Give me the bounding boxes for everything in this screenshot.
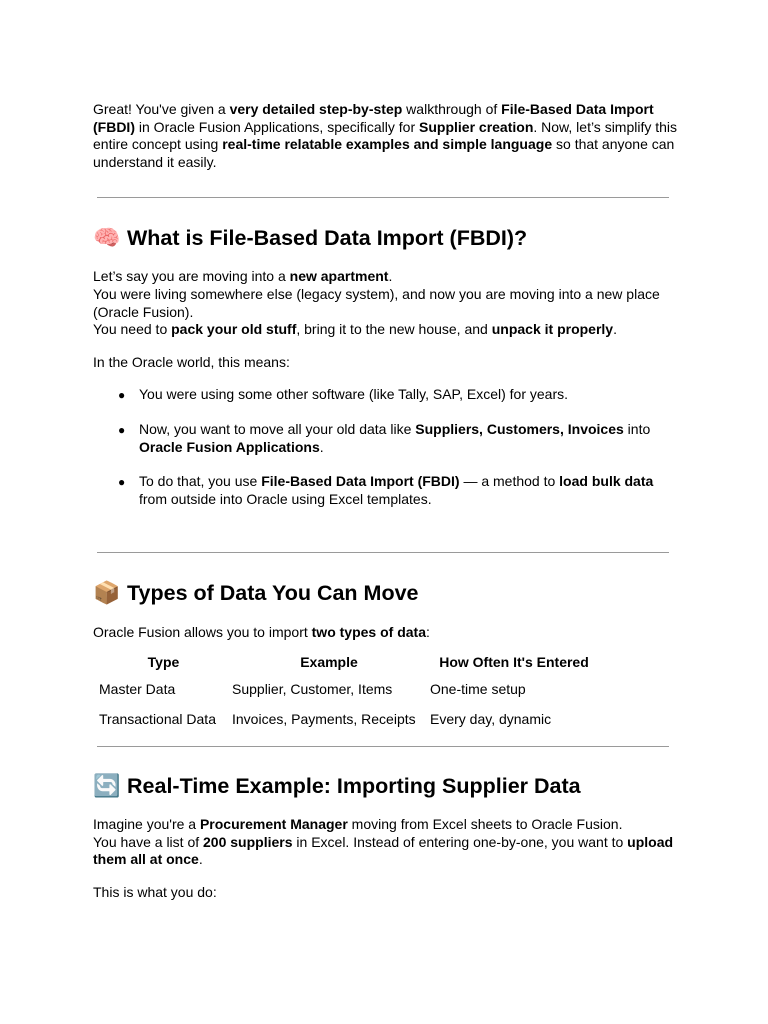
- section-heading-types: [93, 580, 683, 606]
- bullet-icon: ●: [118, 388, 126, 403]
- table-row: [97, 698, 600, 728]
- section-title: What is File-Based Data Import (FBDI)?: [127, 226, 528, 251]
- table-cell: Master Data: [99, 680, 176, 697]
- fbdi-bullet-list: [93, 386, 683, 508]
- what-you-do-paragraph: This is what you do:: [93, 883, 217, 900]
- types-intro-paragraph: Oracle Fusion allows you to import two types of data:: [93, 624, 430, 641]
- section-heading-example: [93, 773, 683, 799]
- oracle-world-paragraph: In the Oracle world, this means:: [93, 353, 290, 370]
- brain-icon: 🧠: [93, 225, 121, 251]
- column-header: Type: [147, 653, 180, 670]
- list-item: ● Now, you want to move all your old data like Suppliers, Customers, Invoices into Oracle Fusion Applications.: [118, 420, 651, 455]
- table-cell: Invoices, Payments, Receipts: [232, 710, 416, 727]
- table-row: [97, 680, 600, 698]
- document-page: [93, 101, 683, 901]
- table-cell: One-time setup: [430, 680, 526, 697]
- intro-paragraph: Great! You've given a very detailed step-by-step walkthrough of File-Based Data Import (FBDI) in Oracle Fusion Applications, specifically for Supplier creation. Now, let’s simplify this entire concept using real-time relatable examples and simple language so that anyone can understand it easily.: [93, 101, 678, 170]
- package-icon: 📦: [93, 580, 121, 606]
- section-title: Real-Time Example: Importing Supplier Data: [127, 773, 581, 798]
- bullet-icon: ●: [118, 422, 126, 437]
- data-types-table: [97, 654, 600, 728]
- column-header: How Often It's Entered: [439, 653, 589, 670]
- bullet-icon: ●: [118, 475, 126, 490]
- table-header-row: [97, 654, 600, 680]
- section-divider: [97, 746, 669, 747]
- table-cell: Every day, dynamic: [430, 710, 552, 727]
- list-item: ● To do that, you use File-Based Data Import (FBDI) — a method to load bulk data from outside into Oracle using Excel templates.: [118, 473, 654, 507]
- list-item: ● You were using some other software (like Tally, SAP, Excel) for years.: [93, 386, 683, 404]
- table-cell: Transactional Data: [99, 710, 216, 727]
- refresh-arrows-icon: 🔄: [93, 772, 121, 798]
- section-divider: [97, 197, 669, 198]
- section-divider: [97, 552, 669, 553]
- column-header: Example: [300, 653, 358, 670]
- table-cell: Supplier, Customer, Items: [232, 680, 393, 697]
- procurement-paragraph: Imagine you're a Procurement Manager moving from Excel sheets to Oracle Fusion. You have a list of 200 suppliers in Excel. Instead of entering one-by-one, you want to upload them all at once.: [93, 815, 674, 868]
- apartment-analogy-paragraph: Let’s say you are moving into a new apartment. You were living somewhere else (legacy system), and now you are moving into a new place (Oracle Fusion). You need to pack your old stuff, bring it to the new house, and unpack it properly.: [93, 268, 660, 338]
- section-title: Types of Data You Can Move: [127, 581, 419, 606]
- section-heading-fbdi: [93, 225, 683, 251]
